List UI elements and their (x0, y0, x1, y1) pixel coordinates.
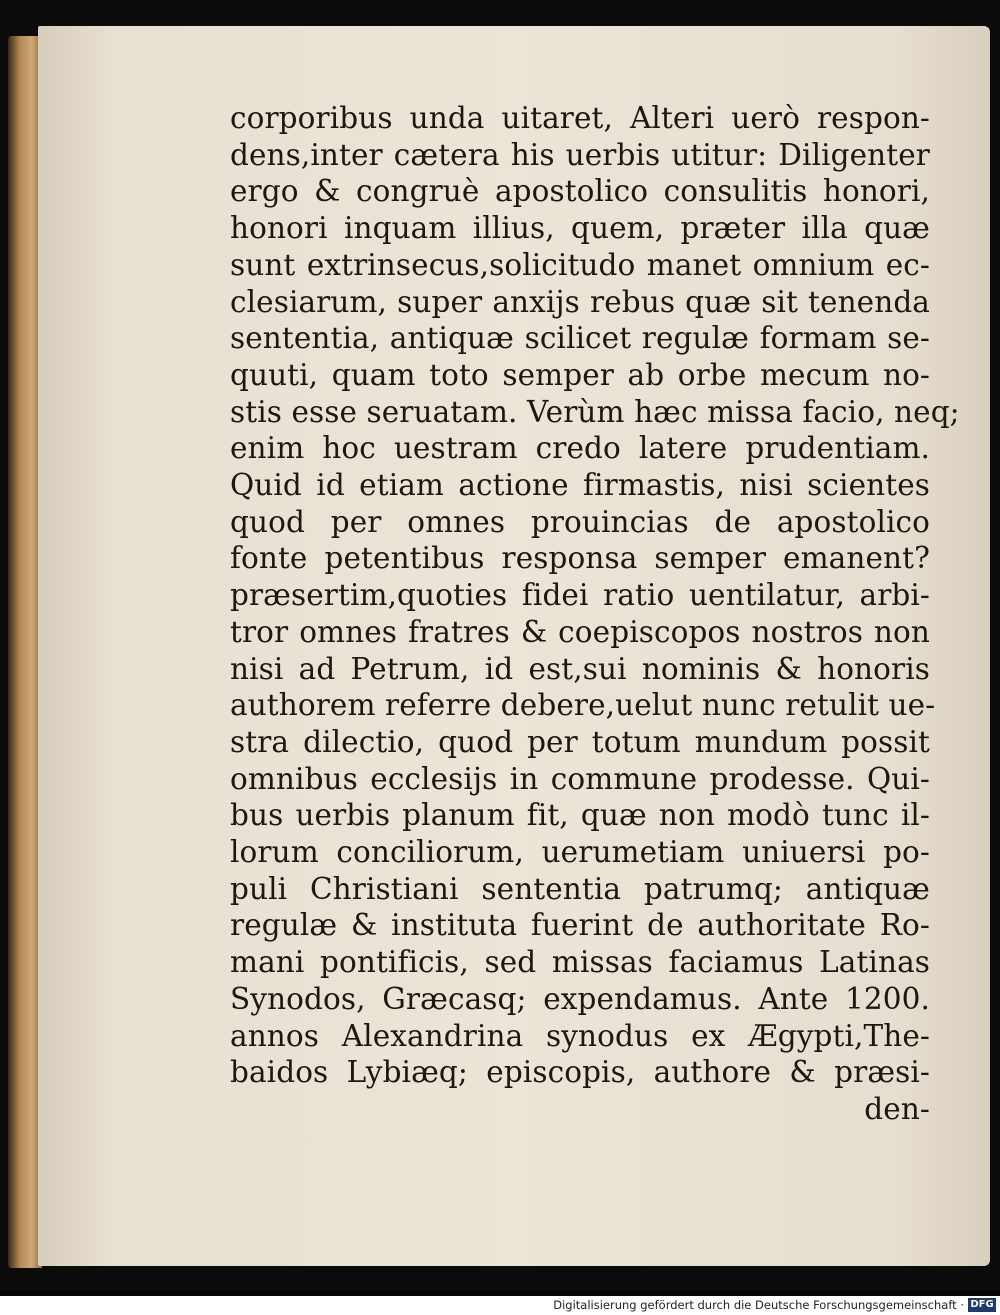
text-line: sunt extrinsecus,solicitudo manet omnium ec- (230, 247, 930, 282)
text-line: bus uerbis planum fit, quæ non modò tunc il- (230, 798, 930, 833)
text-line: stra dilectio, quod per totum mundum possit (230, 724, 930, 759)
text-line: enim hoc uestram credo latere prudentiam. (230, 431, 930, 466)
text-line: præsertim,quoties fidei ratio uentilatur, arbi- (230, 578, 930, 613)
text-line: regulæ & instituta fuerint de authoritate Ro- (230, 908, 930, 943)
book-edge (8, 36, 42, 1268)
text-line: lorum conciliorum, uerumetiam uniuersi po- (230, 835, 930, 870)
dfg-logo-icon: DFG (968, 1298, 996, 1312)
text-line: quuti, quam toto semper ab orbe mecum no- (230, 357, 930, 392)
text-line: stis esse seruatam. Verùm hæc missa facio, neq; (230, 394, 960, 429)
text-line: fonte petentibus responsa semper emanent? (230, 541, 930, 576)
text-line: Synodos, Græcasq; expendamus. Ante 1200. (230, 981, 930, 1016)
text-line: baidos Lybiæq; episcopis, authore & præsi- (230, 1055, 930, 1090)
text-line: sententia, antiquæ scilicet regulæ formam se- (230, 321, 930, 356)
text-line: Quid id etiam actione firmastis, nisi scientes (230, 468, 930, 503)
text-line: quod per omnes prouincias de apostolico (230, 504, 930, 539)
text-line: dens,inter cætera his uerbis utitur: Diligenter (230, 137, 930, 172)
page-text (230, 100, 960, 1128)
text-line: tror omnes fratres & coepiscopos nostros non (230, 614, 930, 649)
text-line: ergo & congruè apostolico consulitis honori, (230, 174, 930, 209)
text-line: corporibus unda uitaret, Alteri uerò respon- (230, 101, 930, 135)
text-line: authorem referre debere,uelut nunc retulit ue- (230, 688, 936, 723)
text-line: clesiarum, super anxijs rebus quæ sit tenenda (230, 284, 930, 319)
text-line: puli Christiani sententia patrumq; antiquæ (230, 871, 930, 906)
footer-bar (0, 1296, 1000, 1315)
text-line: honori inquam illius, quem, præter illa quæ (230, 211, 930, 246)
text-line: nisi ad Petrum, id est,sui nominis & honoris (230, 651, 930, 686)
text-line: omnibus ecclesijs in commune prodesse. Qui- (230, 761, 930, 796)
text-line: mani pontificis, sed missas faciamus Latinas (230, 945, 930, 980)
text-line: annos Alexandrina synodus ex Ægypti,The- (230, 1018, 930, 1053)
footer-credit: Digitalisierung gefördert durch die Deutsche Forschungsgemeinschaft · (553, 1298, 964, 1312)
catchword: den- (864, 1091, 930, 1126)
